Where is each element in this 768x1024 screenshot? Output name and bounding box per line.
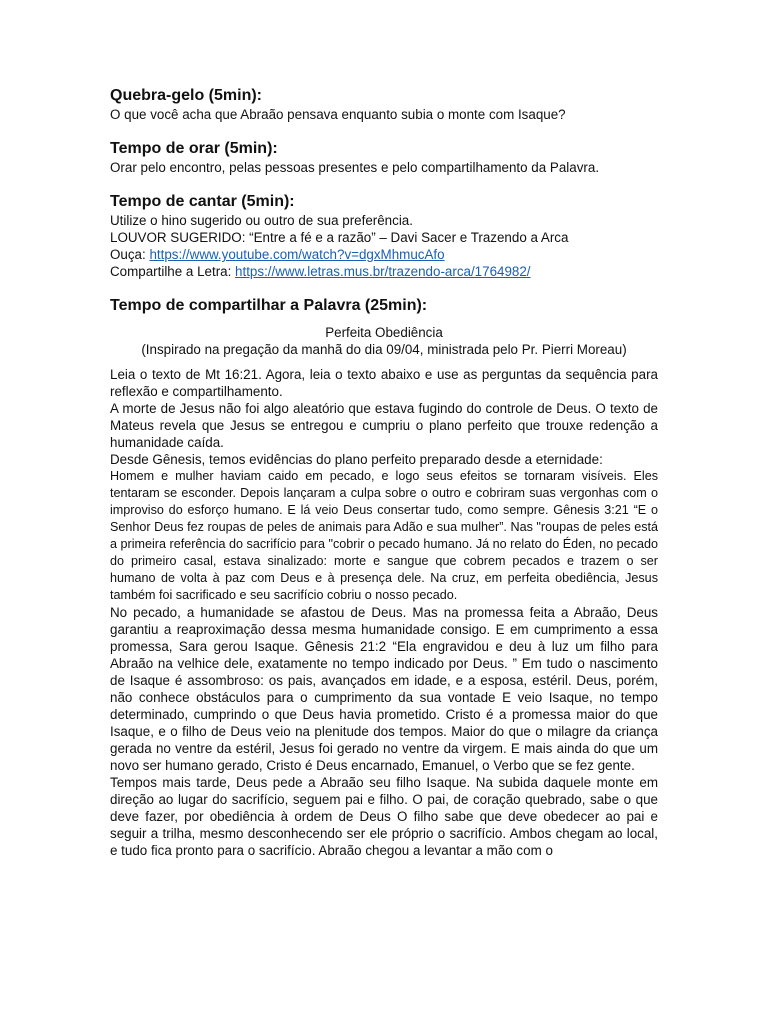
paragraph-sacrifice: Tempos mais tarde, Deus pede a Abraão seu filho Isaque. Na subida daquele monte em direção ao lugar do sacrifício, seguem pai e filho. O pai, de coração quebrado, sabe o que deve fazer, por obediência à ordem de Deus O filho sabe que deve obedecer ao pai e seguir a trilha, mesmo desconhecendo ser ele próprio o sacrifício. Ambos chegam ao local, e tudo fica pronto para o sacrifício. Abraão chegou a levantar a mão com o (110, 775, 658, 858)
lyrics-label: Compartilhe a Letra: (110, 264, 236, 279)
paragraph-death-of-jesus: A morte de Jesus não foi algo aleatório que estava fugindo do controle de Deus. O texto de Mateus revela que Jesus se entregou e cumpriu o plano perfeito que trouxe redenção a humanidade caída. (110, 401, 658, 450)
sing-instruction: Utilize o hino sugerido ou outro de sua preferência. (110, 213, 413, 228)
document-page (110, 86, 658, 859)
lyrics-line (110, 263, 658, 280)
lyrics-link[interactable]: https://www.letras.mus.br/trazendo-arca/1764982/ (235, 264, 531, 279)
sing-section (110, 192, 658, 280)
pray-heading: Tempo de orar (5min): (110, 140, 278, 157)
pray-text: Orar pelo encontro, pelas pessoas presentes e pelo compartilhamento da Palavra. (110, 160, 600, 175)
suggested-song: LOUVOR SUGERIDO: “Entre a fé e a razão” – Davi Sacer e Trazendo a Arca (110, 230, 569, 245)
paragraph-promise: No pecado, a humanidade se afastou de Deus. Mas na promessa feita a Abraão, Deus garantiu a reaproximação dessa mesma humanidade consigo. E em cumprimento a essa promessa, Sara gerou Isaque. Gênesis 21:2 “Ela engravidou e deu à luz um filho para Abraão na velhice dele, exatamente no tempo indicado por Deus. ” Em tudo o nascimento de Isaque é assombroso: os pais, avançados em idade, e a esposa, estéril. Deus, porém, não conhece obstáculos para o cumprimento da sua vontade E veio Isaque, no tempo determinado, cumprindo o que Deus havia prometido. Cristo é a promessa maior do que Isaque, e o filho de Deus veio na plenitude dos tempos. Maior do que o milagre da criança gerada no ventre da estéril, Jesus foi gerado no ventre da virgem. E mais ainda do que um novo ser humano gerado, Cristo é Deus encarnado, Emanuel, o Verbo que se fez gente. (110, 605, 658, 773)
icebreaker-text: O que você acha que Abraão pensava enquanto subia o monte com Isaque? (110, 107, 566, 122)
paragraph-eden: Homem e mulher haviam caido em pecado, e logo seus efeitos se tornaram visíveis. Eles tentaram se esconder. Depois lançaram a culpa sobre o outro e cobriram suas vergonhas com o improviso do esforço humano. E lá veio Deus consertar tudo, como sempre. Gênesis 3:21 “E o Senhor Deus fez roupas de peles de animais para Adão e sua mulher”. Nas "roupas de peles está a primeira referência do sacrifício para "cobrir o pecado humano. Já no relato do Éden, no pecado do primeiro casal, estava sinalizado: morte e sangue que cobrem pecados e trazem o ser humano de volta à paz com Deus e à presença dele. Na cruz, em perfeita obediência, Jesus também foi sacrificado e seu sacrifício cobriu o nosso pecado. (110, 469, 658, 602)
youtube-link[interactable]: https://www.youtube.com/watch?v=dgxMhmucAfo (149, 247, 445, 262)
word-section (110, 296, 658, 859)
paragraph-read: Leia o texto de Mt 16:21. Agora, leia o texto abaixo e use as perguntas da sequência para reflexão e compartilhamento. (110, 367, 658, 399)
icebreaker-section (110, 86, 658, 123)
paragraph-genesis-intro: Desde Gênesis, temos evidências do plano perfeito preparado desde a eternidade: (110, 452, 603, 467)
sermon-attribution: (Inspirado na pregação da manhã do dia 09/04, ministrada pelo Pr. Pierri Moreau) (141, 342, 627, 357)
listen-label: Ouça: (110, 247, 150, 262)
listen-line (110, 246, 658, 263)
sermon-title: Perfeita Obediência (325, 325, 443, 340)
pray-section (110, 139, 658, 176)
sing-heading: Tempo de cantar (5min): (110, 193, 295, 210)
word-heading: Tempo de compartilhar a Palavra (25min): (110, 297, 428, 314)
icebreaker-heading: Quebra-gelo (5min): (110, 87, 263, 104)
